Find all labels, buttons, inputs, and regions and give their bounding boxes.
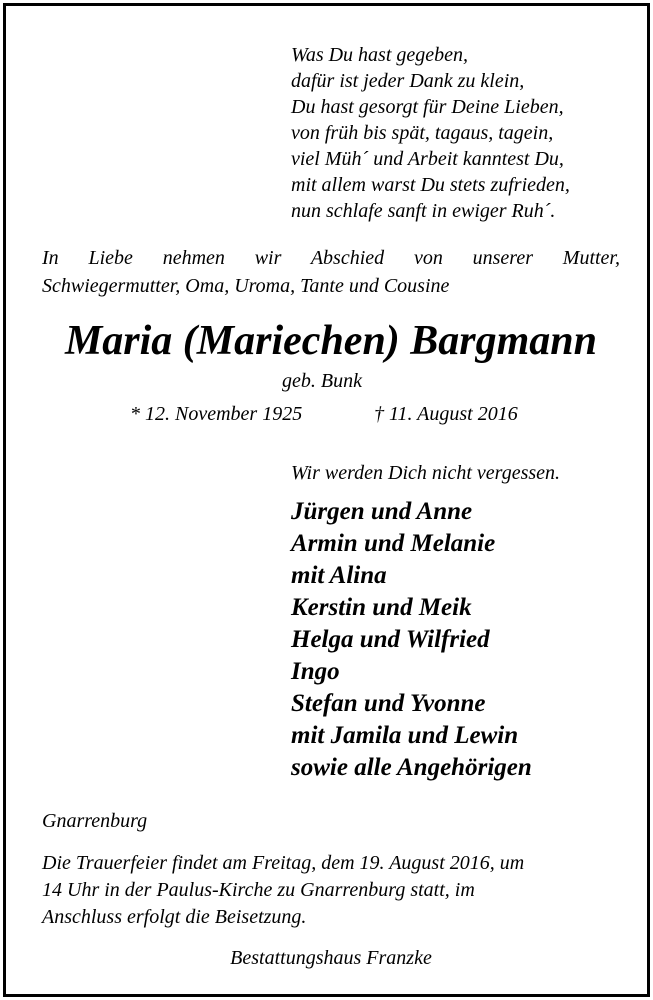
place: Gnarrenburg [42, 810, 148, 832]
mourner-entry: Armin und Melanie [291, 530, 496, 557]
mourner-entry: Helga und Wilfried [291, 626, 490, 653]
service-notice-line: 14 Uhr in der Paulus-Kirche zu Gnarrenburg statt, im [42, 879, 475, 901]
poem-line: dafür ist jeder Dank zu klein, [291, 70, 525, 92]
obituary-frame [3, 3, 650, 997]
mourner-entry: Ingo [291, 658, 340, 685]
service-notice [42, 850, 620, 931]
poem-line: Was Du hast gegeben, [291, 44, 469, 66]
poem-line: nun schlafe sanft in ewiger Ruh´. [291, 200, 556, 222]
farewell-intro-line: Schwiegermutter, Oma, Uroma, Tante und Cousine [42, 275, 450, 297]
mourner-entry: mit Jamila und Lewin [291, 722, 519, 749]
death-date: † 11. August 2016 [374, 403, 518, 425]
farewell-intro-line: In Liebe nehmen wir Abschied von unserer Mutter, [42, 247, 620, 269]
poem-line: mit allem warst Du stets zufrieden, [291, 174, 570, 196]
mourner-entry: Jürgen und Anne [291, 498, 473, 525]
birth-date: * 12. November 1925 [130, 403, 303, 425]
farewell-intro [42, 244, 620, 300]
mourner-entry: mit Alina [291, 562, 387, 589]
poem-line: Du hast gesorgt für Deine Lieben, [291, 96, 564, 118]
poem-line: viel Müh´ und Arbeit kanntest Du, [291, 148, 564, 170]
poem [291, 42, 570, 224]
undertaker: Bestattungshaus Franzke [230, 947, 432, 969]
mourner-entry: Kerstin und Meik [291, 594, 472, 621]
service-notice-line: Die Trauerfeier findet am Freitag, dem 19. August 2016, um [42, 852, 525, 874]
maiden-name: geb. Bunk [282, 370, 362, 392]
deceased-name: Maria (Mariechen) Bargmann [64, 318, 598, 364]
poem-line: von früh bis spät, tagaus, tagein, [291, 122, 554, 144]
closing-line: Wir werden Dich nicht vergessen. [291, 462, 561, 484]
mourners-list [291, 496, 532, 784]
mourner-entry: sowie alle Angehörigen [291, 754, 532, 781]
mourner-entry: Stefan und Yvonne [291, 690, 486, 717]
service-notice-line: Anschluss erfolgt die Beisetzung. [42, 906, 307, 928]
